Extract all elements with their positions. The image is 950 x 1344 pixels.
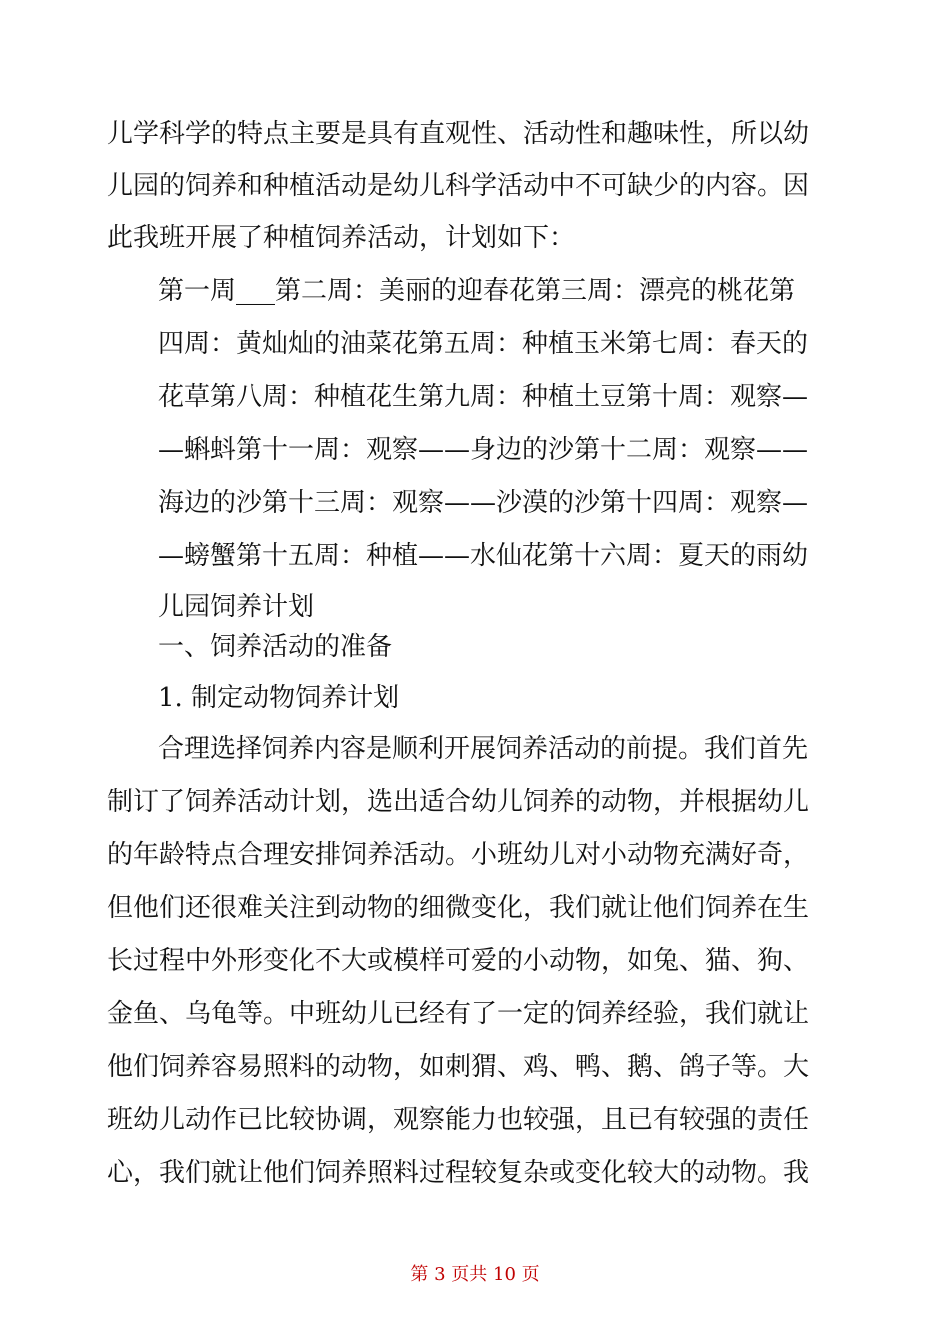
paragraph-line: 儿园的饲养和种植活动是幼儿科学活动中不可缺少的内容。因	[107, 171, 810, 201]
paragraph-line: 儿园饲养计划	[158, 592, 315, 622]
paragraph-line: 长过程中外形变化不大或模样可爱的小动物，如兔、猫、狗、	[107, 946, 810, 976]
paragraph-line: 海边的沙第十三周：观察——沙漠的沙第十四周：观察—	[158, 488, 809, 518]
paragraph-line: —蝌蚪第十一周：观察——身边的沙第十二周：观察——	[158, 435, 809, 465]
paragraph-line: 儿学科学的特点主要是具有直观性、活动性和趣味性，所以幼	[107, 119, 810, 149]
paragraph-line: 制订了饲养活动计划，选出适合幼儿饲养的动物，并根据幼儿	[107, 787, 810, 817]
section-heading: 一、饲养活动的准备	[158, 632, 393, 662]
paragraph-line: 金鱼、乌龟等。中班幼儿已经有了一定的饲养经验，我们就让	[107, 999, 810, 1029]
paragraph-line: 此我班开展了种植饲养活动，计划如下：	[107, 223, 576, 253]
paragraph-line: —螃蟹第十五周：种植——水仙花第十六周：夏天的雨幼	[158, 541, 809, 571]
paragraph-line: 第一周___第二周：美丽的迎春花第三周：漂亮的桃花第	[158, 276, 796, 306]
paragraph-line: 合理选择饲养内容是顺利开展饲养活动的前提。我们首先	[158, 734, 809, 764]
paragraph-line: 他们饲养容易照料的动物，如刺猬、鸡、鸭、鹅、鸽子等。大	[107, 1052, 810, 1082]
subsection-heading: 1. 制定动物饲养计划	[158, 683, 400, 713]
paragraph-line: 四周：黄灿灿的油菜花第五周：种植玉米第七周：春天的	[158, 329, 809, 359]
page-number: 第 3 页共 10 页	[410, 1264, 540, 1285]
paragraph-line: 但他们还很难关注到动物的细微变化，我们就让他们饲养在生	[107, 893, 810, 923]
paragraph-line: 花草第八周：种植花生第九周：种植土豆第十周：观察—	[158, 382, 809, 412]
paragraph-line: 的年龄特点合理安排饲养活动。小班幼儿对小动物充满好奇，	[107, 840, 810, 870]
paragraph-line: 班幼儿动作已比较协调，观察能力也较强，且已有较强的责任	[107, 1105, 810, 1135]
paragraph-line: 心，我们就让他们饲养照料过程较复杂或变化较大的动物。我	[107, 1158, 810, 1188]
